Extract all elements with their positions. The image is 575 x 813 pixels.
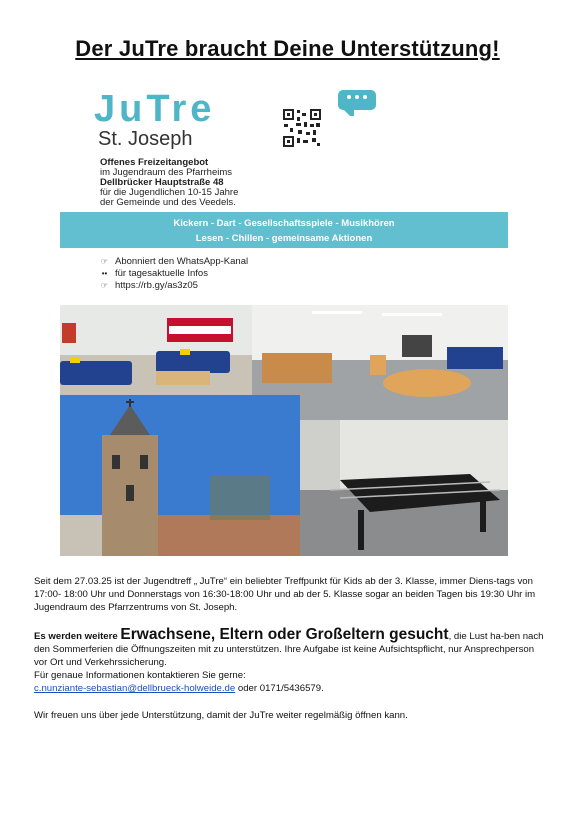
- poster-image: [60, 80, 508, 556]
- call-lead: Es werden weitere: [34, 631, 121, 642]
- chat-bubble-icon: [338, 90, 376, 110]
- dots-icon: ••: [101, 269, 108, 278]
- info-line: im Jugendraum des Pfarrheims: [100, 167, 232, 178]
- call-rest: , die Lust ha-ben nach den Sommerferien die Öffnungszeiten mit zu unterstützen. Ihre Aufgabe ist keine Aufsichtspflicht, nur Ansprechperson vor Ort und Verkehrssicherung.: [34, 631, 544, 668]
- info-line: der Gemeinde und des Veedels.: [100, 197, 236, 208]
- main-text: [34, 575, 546, 722]
- whatsapp-line: für tagesaktuelle Infos: [115, 268, 208, 279]
- info-line: für die Jugendlichen 10-15 Jahre: [100, 187, 239, 198]
- activities-line: Kickern - Dart - Gesellschaftsspiele - Musikhören: [173, 218, 395, 229]
- contact-intro: Für genaue Informationen kontaktieren Sie gerne:: [34, 670, 246, 681]
- photo-lounge: [60, 305, 252, 395]
- activities-line: Lesen - Chillen - gemeinsame Aktionen: [195, 233, 373, 244]
- activities-band: [60, 212, 508, 248]
- photo-church: [60, 395, 300, 556]
- whatsapp-line: Abonniert den WhatsApp-Kanal: [115, 256, 249, 267]
- location-text: St. Joseph: [98, 128, 193, 150]
- whatsapp-link: https://rb.gy/as3z05: [115, 280, 198, 291]
- closing-paragraph: Wir freuen uns über jede Unterstützung, damit der JuTre weiter regelmäßig öffnen kann.: [34, 710, 408, 721]
- logo: [94, 90, 215, 150]
- info-line: Dellbrücker Hauptstraße 48: [100, 177, 224, 188]
- call-paragraph: [34, 628, 546, 669]
- phone-text: oder 0171/5436579.: [235, 683, 324, 694]
- intro-paragraph: Seit dem 27.03.25 ist der Jugendtreff „ JuTre“ ein beliebter Treffpunkt für Kids ab der 3. Klasse, immer Diens-tags von 17:00- 18:00 Uhr und Donnerstags von 16:30-18:00 Uhr und ab der 5. Klasse sogar an beiden Tagen bis 19:30 Uhr im Jugendraum des Pfarrzentrums von St. Joseph.: [34, 576, 536, 613]
- call-highlight: Erwachsene, Eltern oder Großeltern gesucht: [120, 626, 449, 643]
- info-block: [100, 158, 400, 208]
- hand-icon: ☞: [100, 281, 109, 290]
- logo-text: JuTre: [94, 88, 216, 130]
- contact-line: [34, 682, 546, 695]
- pointer-icon: ☞: [100, 257, 109, 266]
- whatsapp-block: [100, 256, 248, 292]
- headline: Der JuTre braucht Deine Unterstützung!: [75, 36, 500, 61]
- photo-foosball: [300, 420, 508, 556]
- qr-code-icon: [282, 108, 322, 148]
- info-line: Offenes Freizeitangebot: [100, 157, 209, 168]
- email-link[interactable]: c.nunziante-sebastian@dellbrueck-holweide.de: [34, 683, 236, 694]
